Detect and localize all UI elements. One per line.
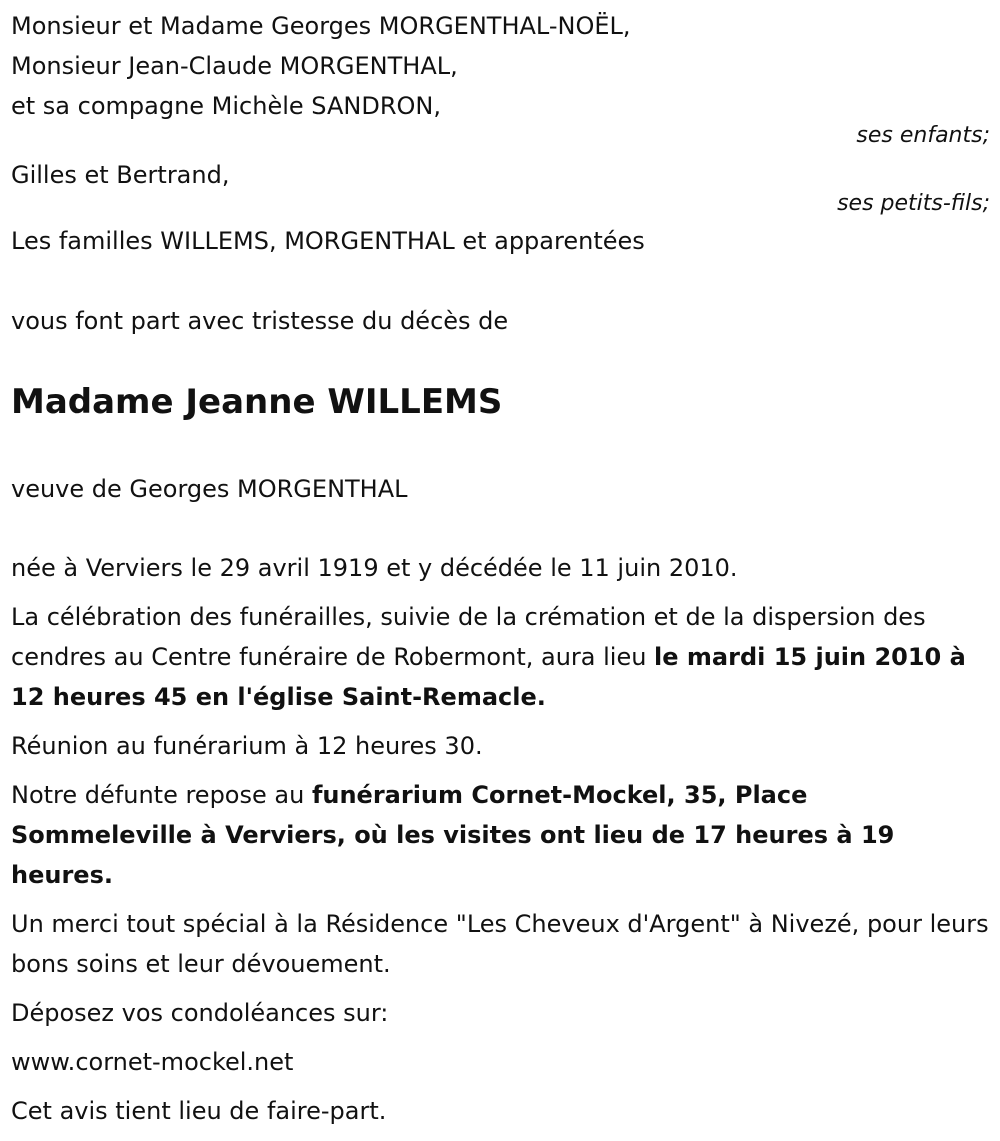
repose-intro: Notre défunte repose au bbox=[11, 781, 312, 809]
website-link[interactable]: www.cornet-mockel.net bbox=[11, 1048, 294, 1076]
children-label: ses enfants; bbox=[856, 123, 990, 148]
family-line-1: Monsieur et Madame Georges MORGENTHAL-NOËL, bbox=[11, 12, 631, 40]
announcement-line: vous font part avec tristesse du décès de bbox=[11, 307, 509, 335]
family-line-2: Monsieur Jean-Claude MORGENTHAL, bbox=[11, 52, 458, 80]
repose-paragraph bbox=[11, 775, 991, 895]
condolences-label: Déposez vos condoléances sur: bbox=[11, 999, 389, 1027]
obituary-notice bbox=[11, 6, 991, 1131]
grandchildren-label: ses petits-fils; bbox=[837, 191, 990, 216]
family-line-3: et sa compagne Michèle SANDRON, bbox=[11, 92, 441, 120]
ceremony-intro: La célébration des funérailles, suivie de la crémation et de la dispersion des cendres au Centre funéraire de Robermont, aura lieu bbox=[11, 603, 926, 671]
grandchildren-line: Gilles et Bertrand, bbox=[11, 161, 230, 189]
families-line: Les familles WILLEMS, MORGENTHAL et apparentées bbox=[11, 227, 645, 255]
repose-details: funérarium Cornet-Mockel, 35, Place Sommeleville à Verviers, où les visites ont lieu de 17 heures à 19 heures. bbox=[11, 781, 895, 889]
notice-line: Cet avis tient lieu de faire-part. bbox=[11, 1097, 387, 1125]
thanks-paragraph: Un merci tout spécial à la Résidence "Les Cheveux d'Argent" à Nivezé, pour leurs bons soins et leur dévouement. bbox=[11, 910, 989, 978]
deceased-name: Madame Jeanne WILLEMS bbox=[11, 382, 503, 422]
ceremony-when-where: le mardi 15 juin 2010 à 12 heures 45 en l'église Saint-Remacle. bbox=[11, 643, 966, 711]
ceremony-paragraph bbox=[11, 597, 991, 717]
meeting-line: Réunion au funérarium à 12 heures 30. bbox=[11, 732, 483, 760]
widow-of-line: veuve de Georges MORGENTHAL bbox=[11, 475, 408, 503]
born-died-line: née à Verviers le 29 avril 1919 et y décédée le 11 juin 2010. bbox=[11, 554, 738, 582]
